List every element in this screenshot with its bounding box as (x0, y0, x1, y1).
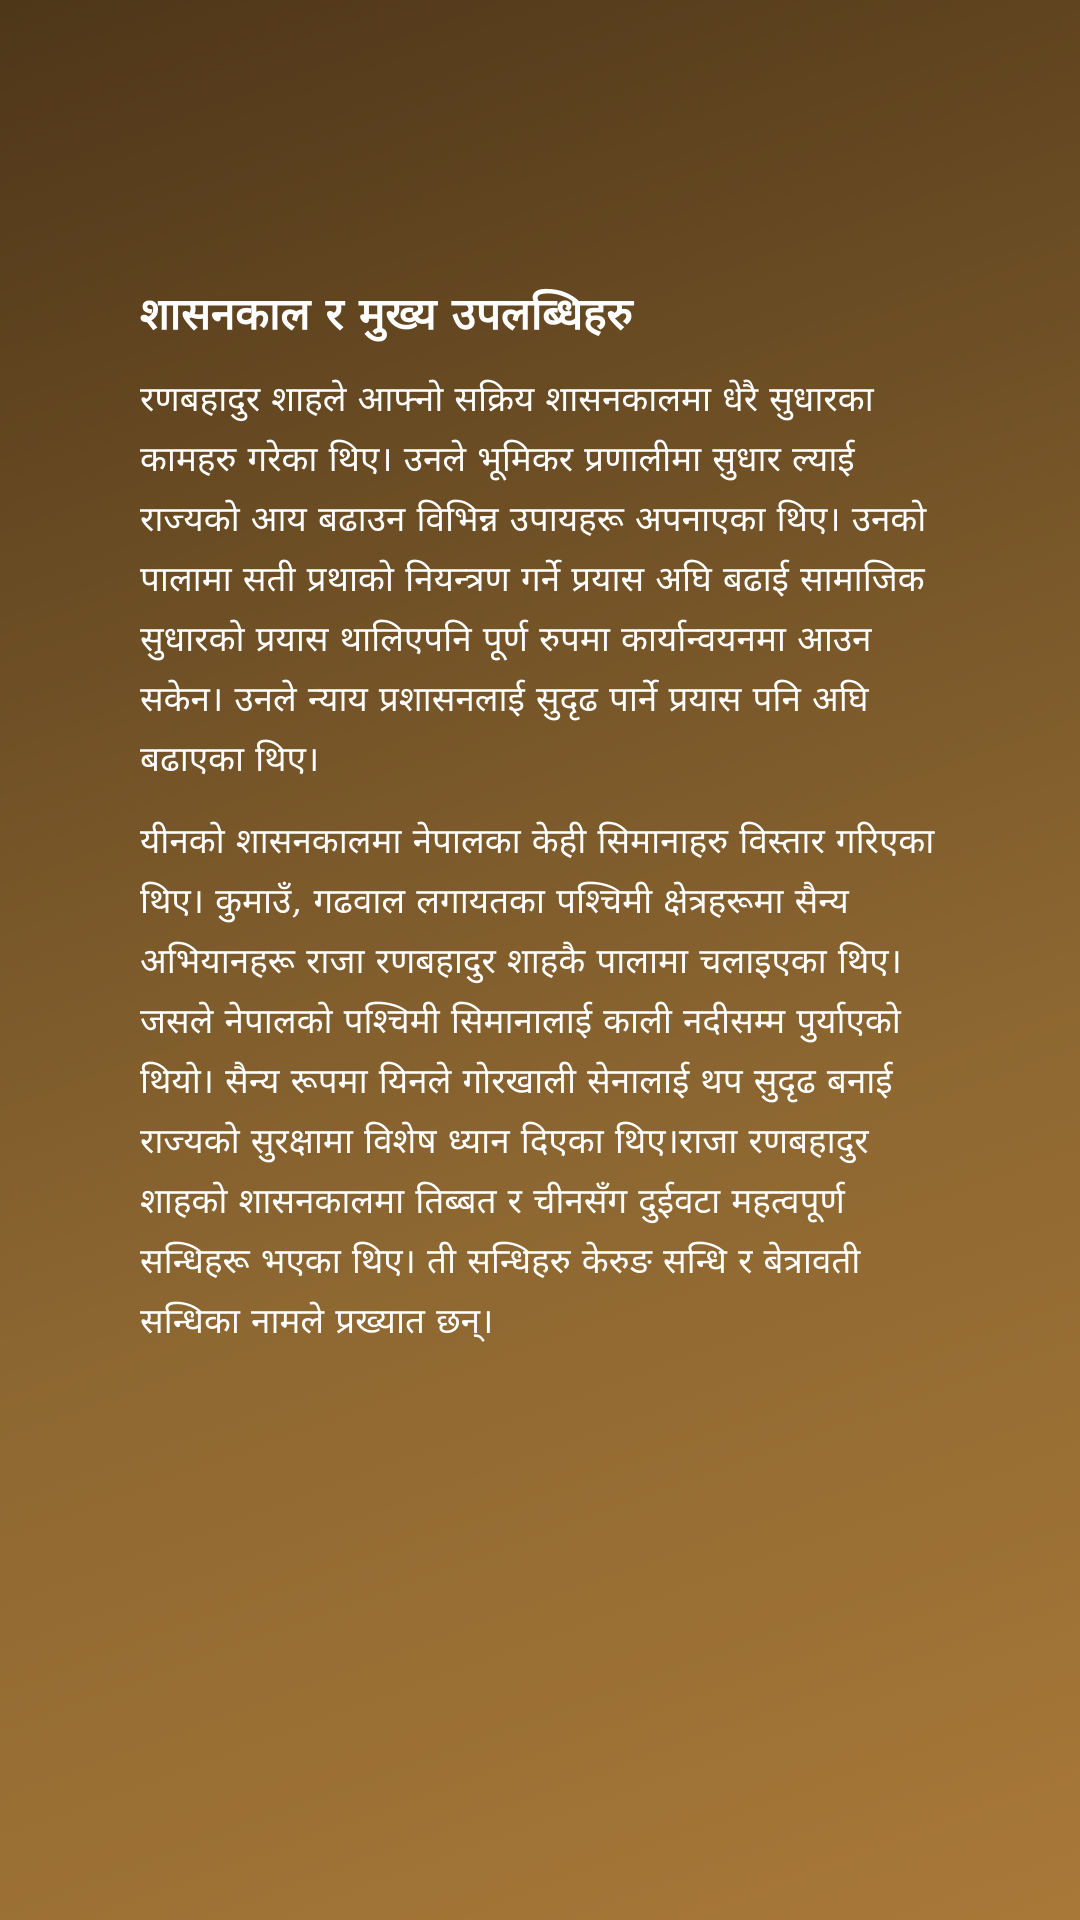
paragraph-expansion: यीनको शासनकालमा नेपालका केही सिमानाहरु विस्तार गरिएका थिए। कुमाउँ, गढवाल लगायतका पश्चिमी क्षेत्रहरूमा सैन्य अभियानहरू राजा रणबहादुर शाहकै पालामा चलाइएका थिए। जसले नेपालको पश्चिमी सिमानालाई काली नदीसम्म पुर्याएको थियो। सैन्य रूपमा यिनले गोरखाली सेनालाई थप सुदृढ बनाई राज्यको सुरक्षामा विशेष ध्यान दिएका थिए।राजा रणबहादुर शाहको शासनकालमा तिब्बत र चीनसँग दुईवटा महत्वपूर्ण सन्धिहरू भएका थिए। ती सन्धिहरु केरुङ सन्धि र बेत्रावती सन्धिका नामले प्रख्यात छन्। (140, 822, 935, 1342)
article-content (140, 280, 940, 1374)
paragraph-reforms: रणबहादुर शाहले आफ्नो सक्रिय शासनकालमा धेरै सुधारका कामहरु गरेका थिए। उनले भूमिकर प्रणालीमा सुधार ल्याई राज्यको आय बढाउन विभिन्न उपायहरू अपनाएका थिए। उनको पालामा सती प्रथाको नियन्त्रण गर्ने प्रयास अघि बढाई सामाजिक सुधारको प्रयास थालिएपनि पूर्ण रुपमा कार्यान्वयनमा आउन सकेन। उनले न्याय प्रशासनलाई सुदृढ पार्ने प्रयास पनि अघि बढाएका थिए। (140, 380, 927, 780)
section-heading: शासनकाल र मुख्य उपलब्धिहरु (140, 289, 633, 340)
